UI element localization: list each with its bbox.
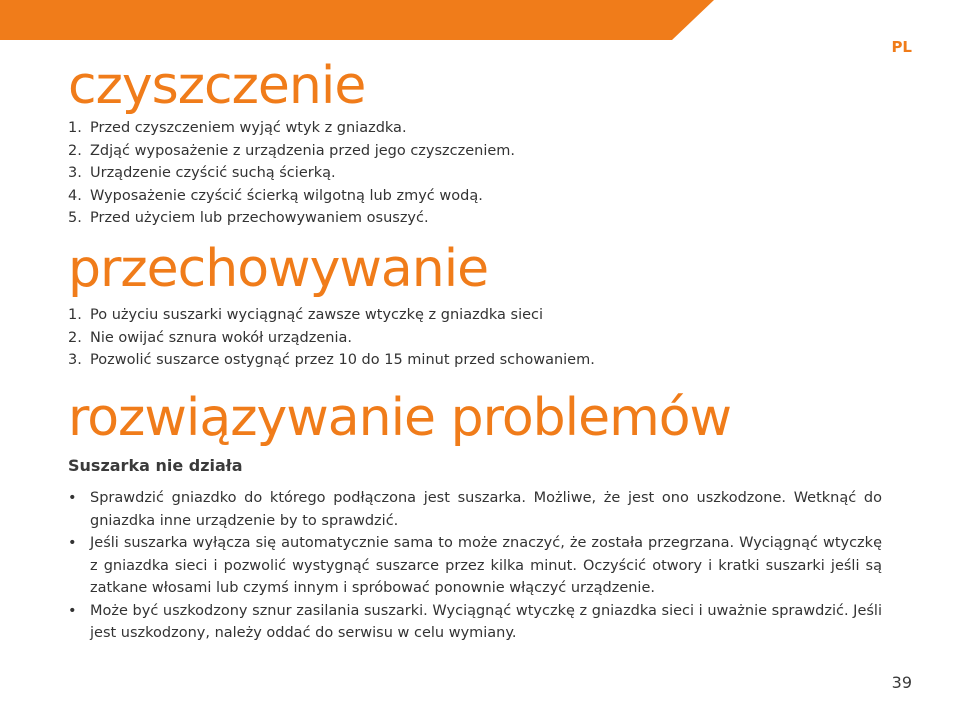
list-item [68,327,595,350]
list-item-text: Po użyciu suszarki wyciągnąć zawsze wtyczkę z gniazdka sieci [90,307,544,323]
bullet-icon: • [68,602,77,619]
bullet-icon: • [68,490,77,506]
list-item [68,487,882,532]
list-number: 5. [68,210,82,226]
list-item [68,185,515,208]
list-item-text: Urządzenie czyścić suchą ścierką. [90,165,336,181]
list-number: 3. [68,352,82,368]
list-number: 2. [68,142,82,159]
list-number: 3. [68,165,82,181]
list-item-text: Przed czyszczeniem wyjąć wtyk z gniazdka. [90,120,407,136]
list-item-text: Pozwolić suszarce ostygnąć przez 10 do 15 minut przed schowaniem. [90,352,595,368]
list-item [68,162,515,185]
list-number: 1. [68,307,82,323]
list-item [68,349,595,372]
storage-title: przechowywanie [68,239,489,299]
list-number: 4. [68,187,82,204]
list-item [68,600,882,645]
list-item-text: Nie owijać sznura wokół urządzenia. [90,329,352,346]
list-item [68,207,515,230]
language-label: PL [891,38,912,56]
troubleshooting-list [68,487,882,645]
list-number: 2. [68,329,82,346]
list-item-text: Sprawdzić gniazdko do którego podłączona jest suszarka. Możliwe, że jest ono uszkodzone. Wetknąć do gniazdka inne urządzenie by to sprawdzić. [90,490,882,529]
bullet-icon: • [68,535,77,551]
list-item-text: Przed użyciem lub przechowywaniem osuszyć. [90,210,429,226]
list-item-text: Wyposażenie czyścić ścierką wilgotną lub zmyć wodą. [90,187,483,204]
list-number: 1. [68,120,82,136]
list-item-text: Zdjąć wyposażenie z urządzenia przed jego czyszczeniem. [90,142,516,159]
troubleshooting-title: rozwiązywanie problemów [68,388,732,448]
list-item-text: Może być uszkodzony sznur zasilania suszarki. Wyciągnąć wtyczkę z gniazdka sieci i uważnie sprawdzić. Jeśli jest uszkodzony, należy oddać do serwisu w celu wymiany. [90,602,882,641]
storage-steps-list [68,304,595,372]
cleaning-steps-list [68,117,515,230]
header-orange-band [0,0,954,40]
cleaning-title: czyszczenie [68,56,366,116]
list-item [68,304,595,327]
troubleshooting-subheading: Suszarka nie działa [68,456,243,475]
list-item-text: Jeśli suszarka wyłącza się automatycznie sama to może znaczyć, że została przegrzana. Wyciągnąć wtyczkę z gniazdka sieci i pozwolić wystygnąć suszarce przez kilka minut. Oczyścić otwory i kratki suszarki jeśli są zatkane włosami lub czymś innym i spróbować ponownie włączyć urządzenie. [90,535,882,596]
list-item [68,140,515,163]
list-item [68,117,515,140]
page-number: 39 [891,673,912,692]
list-item [68,532,882,600]
